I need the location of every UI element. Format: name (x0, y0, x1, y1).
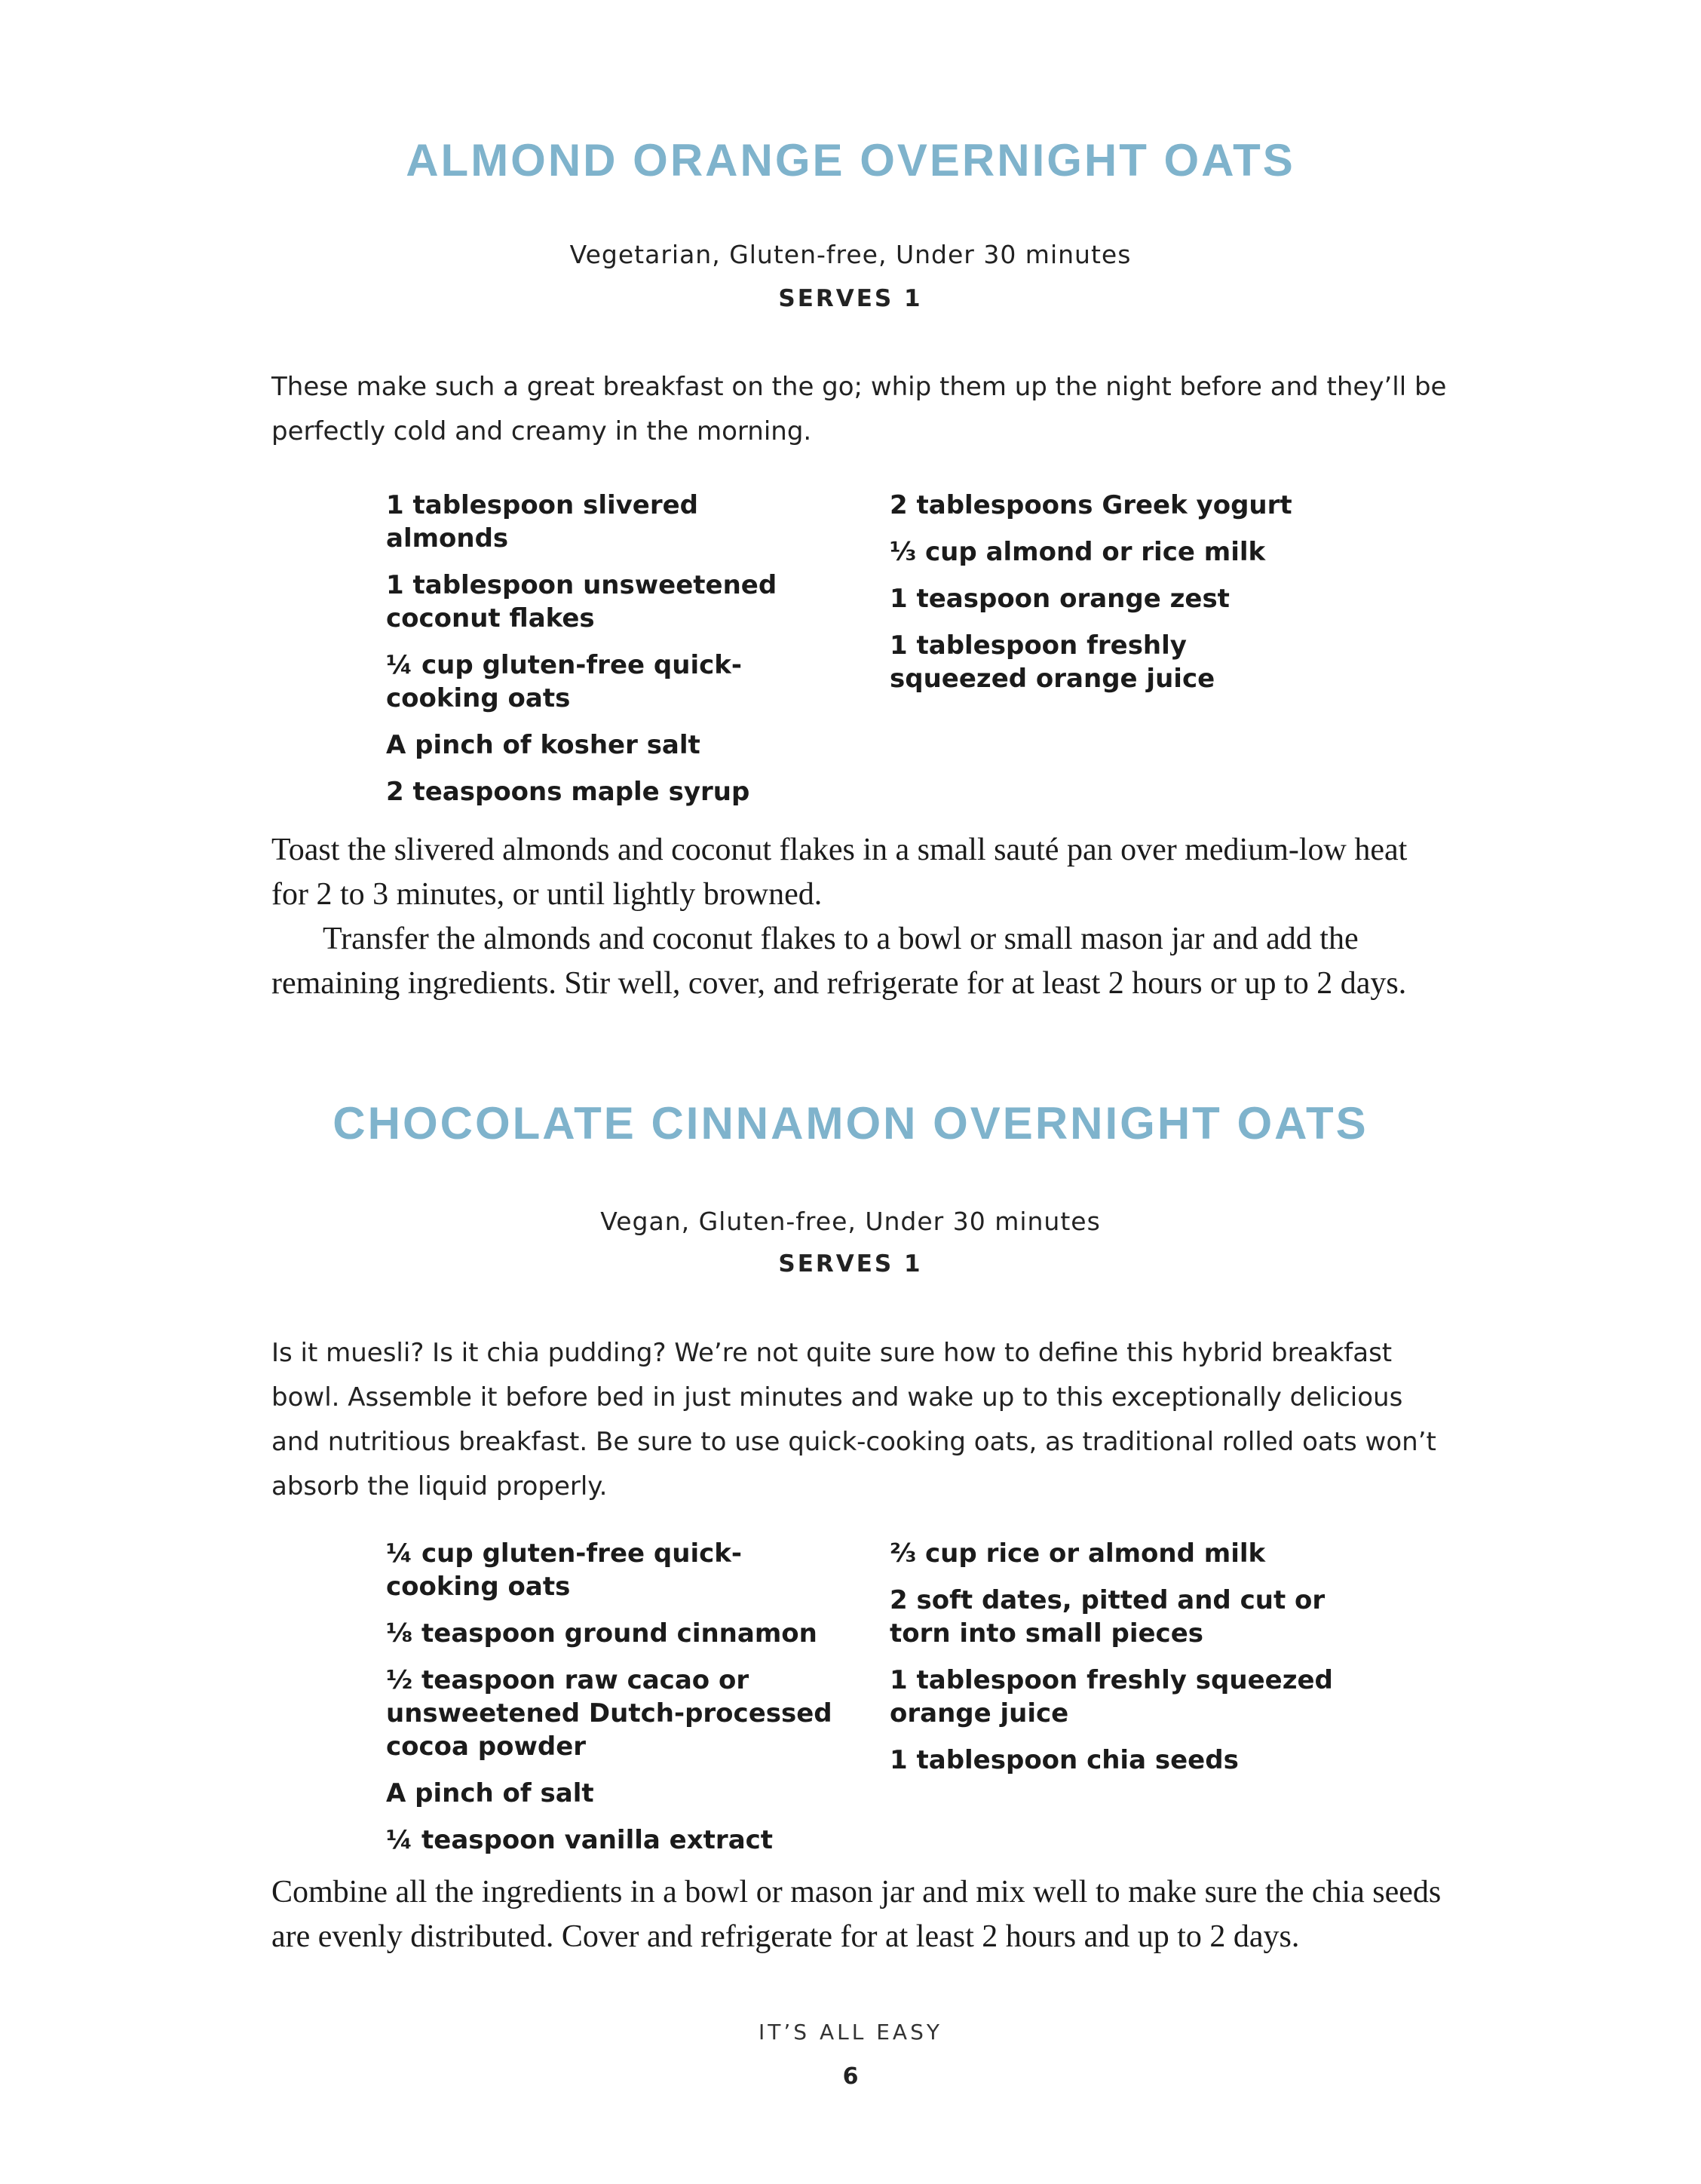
method-paragraph: Toast the slivered almonds and coconut flakes in a small sauté pan over medium-low heat for 2 to 3 minutes, or until lightly browned. (271, 833, 1408, 912)
ingredient-item: ⅔ cup rice or almond milk (890, 1538, 1266, 1569)
ingredient-item: ½ teaspoon raw cacao or unsweetened Dutch-processed cocoa powder (386, 1665, 832, 1762)
ingredient-item: A pinch of salt (386, 1778, 594, 1808)
ingredient-item: ⅓ cup almond or rice milk (890, 537, 1266, 567)
ingredient-item: 1 teaspoon orange zest (890, 584, 1230, 614)
method-paragraph: Transfer the almonds and coconut flakes to a bowl or small mason jar and add the remaining ingredients. Stir well, cover, and refrigerate for at least 2 hours or up to 2 days. (271, 922, 1407, 1001)
running-footer: IT’S ALL EASY (759, 2020, 942, 2044)
ingredients-left-column (386, 489, 816, 822)
page-number: 6 (842, 2063, 859, 2090)
recipe-tags: Vegetarian, Gluten-free, Under 30 minutes (569, 240, 1132, 269)
ingredients-left-column (386, 1537, 838, 1870)
serves-label: SERVES 1 (778, 285, 923, 312)
ingredient-item: 1 tablespoon freshly squeezed orange juice (890, 630, 1215, 694)
recipe-tags: Vegan, Gluten-free, Under 30 minutes (600, 1207, 1101, 1236)
ingredient-item: ¼ teaspoon vanilla extract (386, 1825, 774, 1855)
ingredients-right-column (890, 1537, 1342, 1790)
ingredient-item: ¼ cup gluten-free quick-cooking oats (386, 650, 742, 713)
ingredient-item: 2 teaspoons maple syrup (386, 777, 750, 807)
recipe-title: ALMOND ORANGE OVERNIGHT OATS (406, 135, 1295, 186)
ingredient-item: ¼ cup gluten-free quick-cooking oats (386, 1538, 742, 1602)
ingredients-right-column (890, 489, 1327, 709)
recipe-method (271, 828, 1448, 1006)
recipe-intro: These make such a great breakfast on the go; whip them up the night before and they’ll be perfectly cold and creamy in the morning. (271, 372, 1447, 446)
ingredient-item: 2 soft dates, pitted and cut or torn into small pieces (890, 1585, 1326, 1649)
ingredient-item: 1 tablespoon chia seeds (890, 1745, 1239, 1775)
recipe-title: CHOCOLATE CINNAMON OVERNIGHT OATS (333, 1098, 1368, 1149)
ingredient-item: 1 tablespoon slivered almonds (386, 490, 699, 554)
ingredient-item: 2 tablespoons Greek yogurt (890, 490, 1292, 520)
ingredient-item: 1 tablespoon freshly squeezed orange juice (890, 1665, 1333, 1728)
method-paragraph: Combine all the ingredients in a bowl or mason jar and mix well to make sure the chia seeds are evenly distributed. Cover and refrigerate for at least 2 hours and up to 2 days. (271, 1875, 1442, 1954)
recipe-intro: Is it muesli? Is it chia pudding? We’re not quite sure how to define this hybrid breakfast bowl. Assemble it before bed in just minutes and wake up to this exceptionally delicious and nutritious breakfast. Be sure to use quick-cooking oats, as traditional rolled oats won’t absorb the liquid properly. (271, 1338, 1436, 1502)
ingredient-item: ⅛ teaspoon ground cinnamon (386, 1618, 817, 1649)
recipe-method (271, 1870, 1448, 1959)
ingredient-item: A pinch of kosher salt (386, 730, 700, 760)
serves-label: SERVES 1 (778, 1250, 923, 1278)
ingredient-item: 1 tablespoon unsweetened coconut flakes (386, 570, 777, 633)
